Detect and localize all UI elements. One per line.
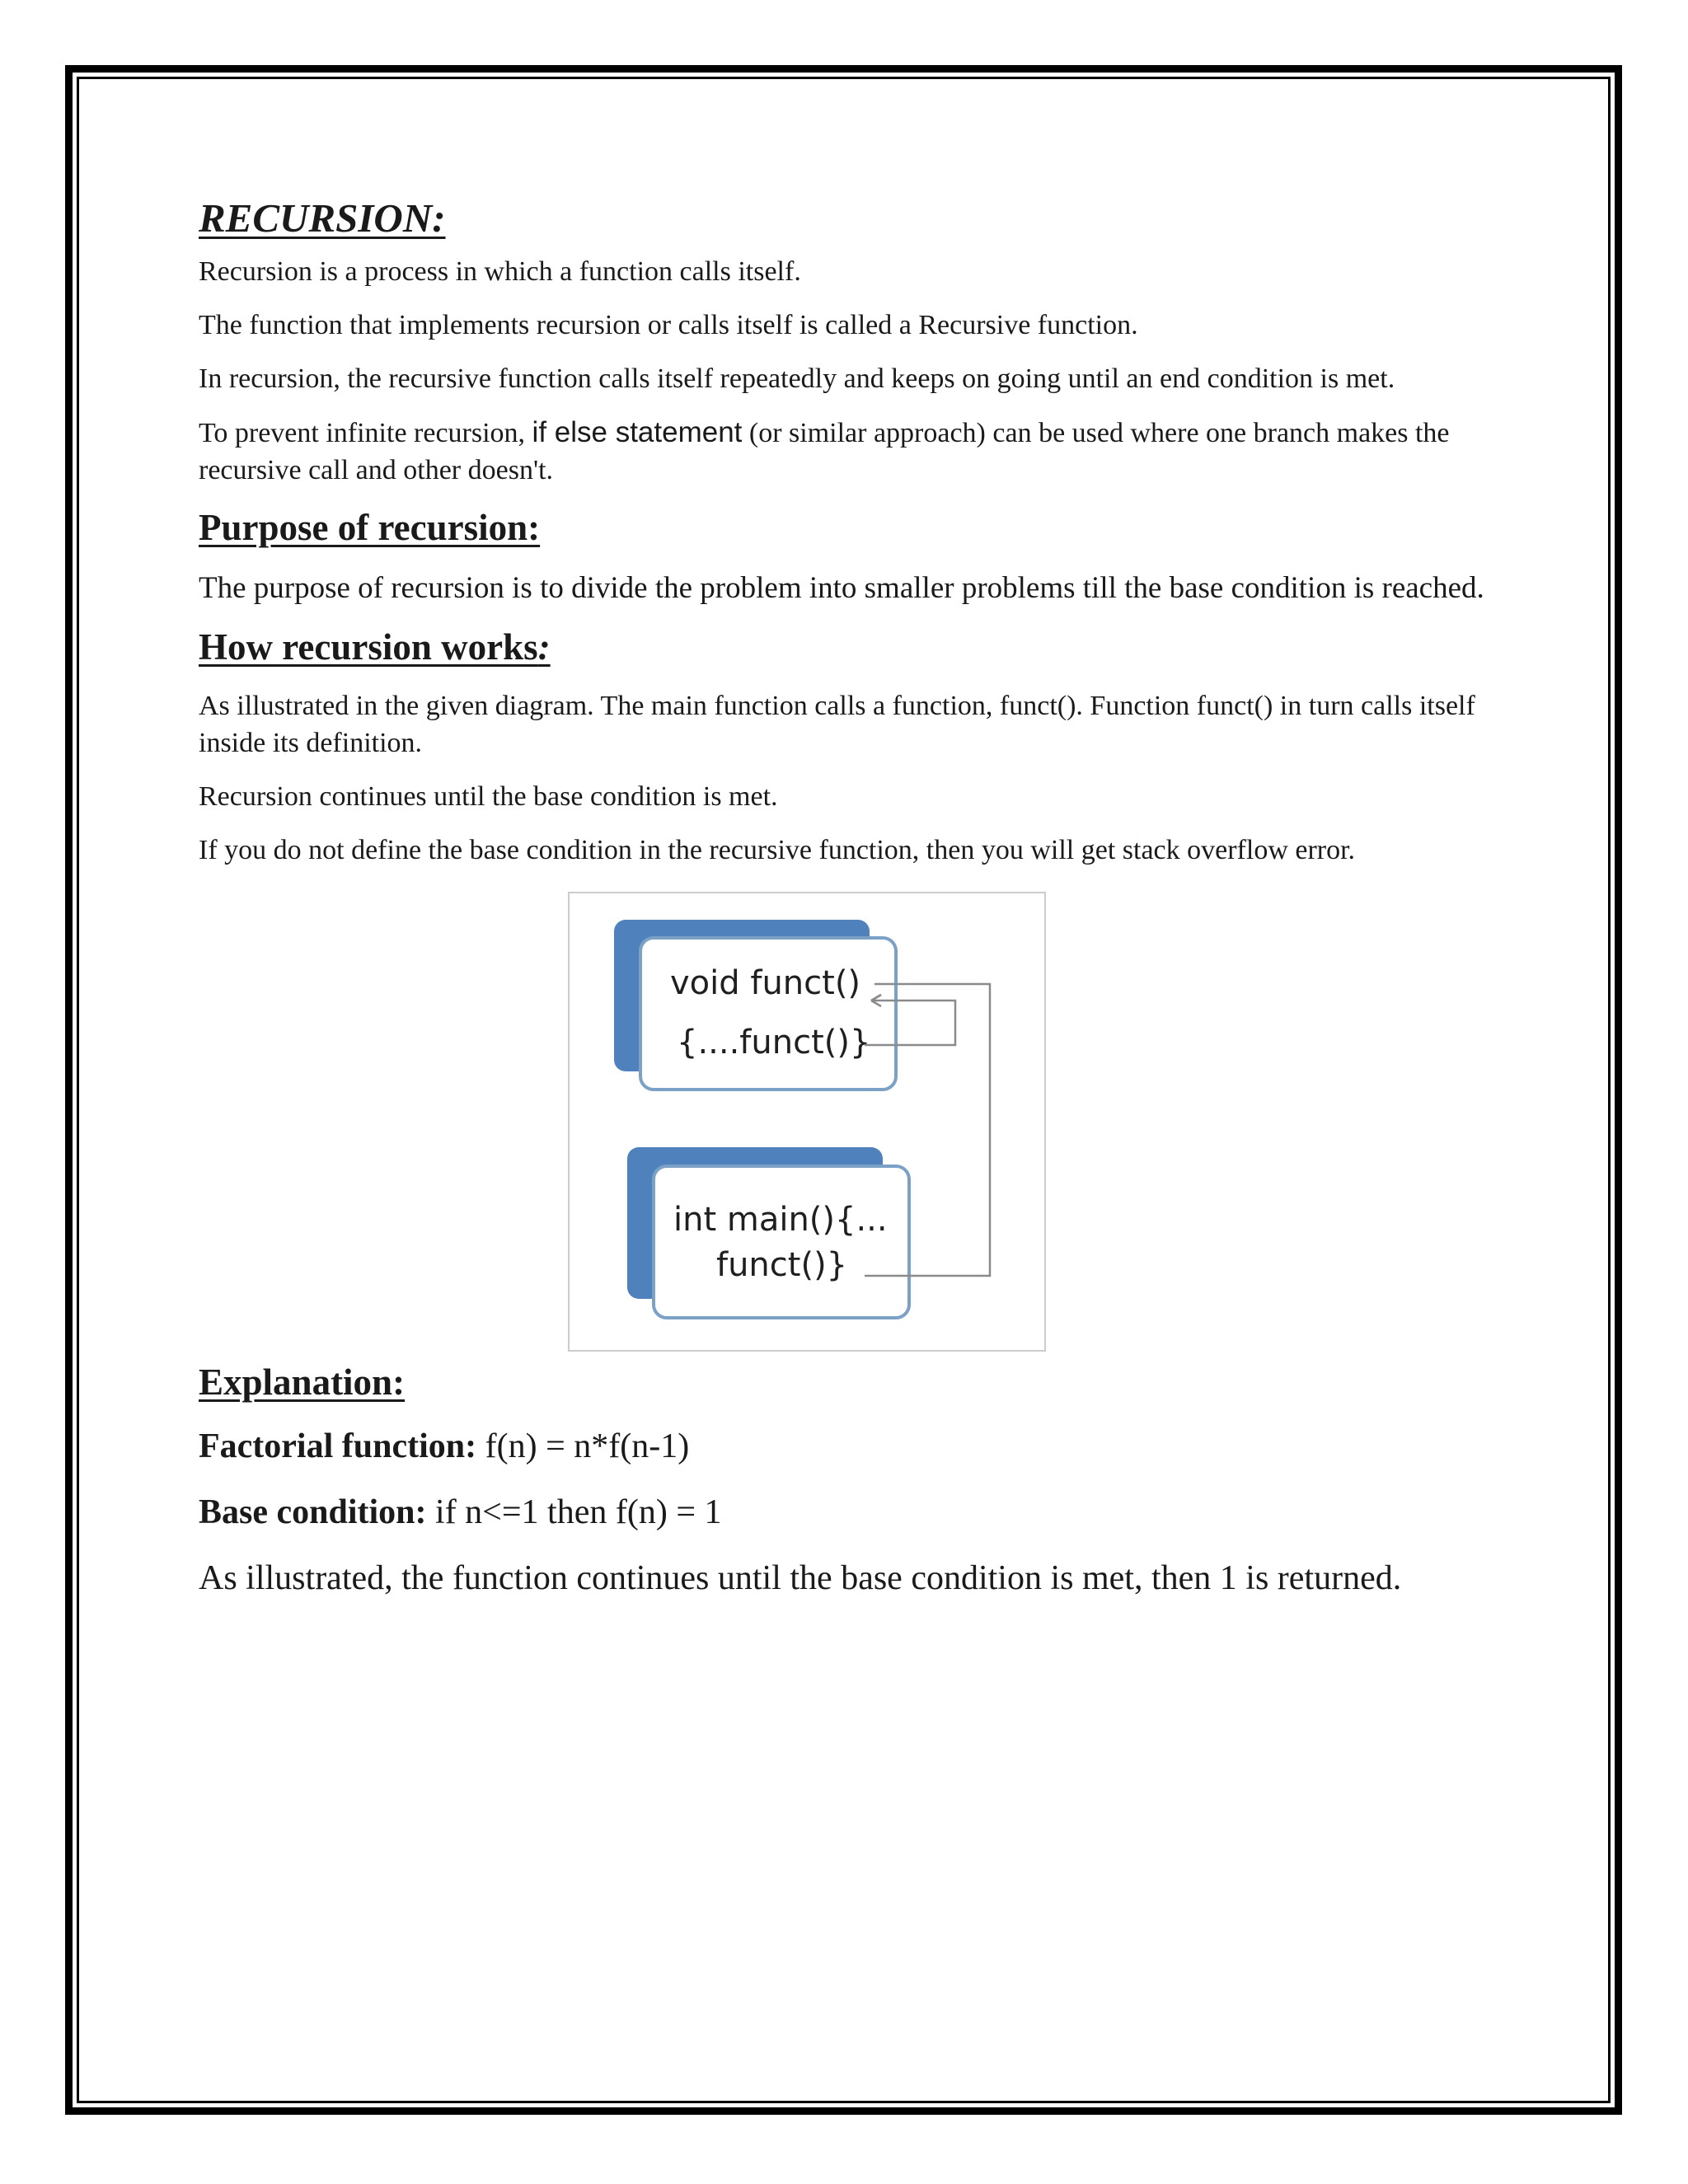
how-heading-colon: : bbox=[537, 626, 551, 668]
intro-section bbox=[199, 253, 1493, 489]
base-condition-label: Base condition: bbox=[199, 1493, 427, 1531]
how-paragraph-3: If you do not define the base condition in the recursive function, then you will get stack overflow error. bbox=[199, 834, 1356, 865]
prevent-text-before: To prevent infinite recursion, bbox=[199, 417, 526, 448]
base-condition-value: if n<=1 then f(n) = 1 bbox=[435, 1493, 722, 1531]
document-content bbox=[199, 194, 1493, 1620]
funct-line-1: void funct() bbox=[670, 963, 861, 1002]
prevent-paragraph bbox=[199, 414, 1493, 489]
how-heading bbox=[199, 625, 1493, 669]
factorial-value: f(n) = n*f(n-1) bbox=[485, 1427, 690, 1465]
explanation-heading: Explanation: bbox=[199, 1361, 406, 1403]
explanation-section bbox=[199, 1422, 1493, 1602]
intro-paragraph-3: In recursion, the recursive function calls itself repeatedly and keeps on going until an end condition is met. bbox=[199, 363, 1395, 394]
main-line-1: int main(){... bbox=[673, 1200, 888, 1239]
prevent-code-phrase: if else statement bbox=[532, 415, 743, 448]
funct-box bbox=[640, 938, 896, 1090]
recursion-diagram bbox=[568, 892, 1046, 1352]
how-heading-text: How recursion works bbox=[199, 626, 538, 668]
intro-paragraph-1: Recursion is a process in which a function calls itself. bbox=[199, 255, 801, 287]
intro-paragraph-2: The function that implements recursion or calls itself is called a Recursive function. bbox=[199, 309, 1138, 340]
factorial-label: Factorial function: bbox=[199, 1427, 477, 1465]
prevent-text-after: (or similar approach) can be used where one branch makes the recursive call and other doesn't. bbox=[199, 417, 1450, 485]
purpose-paragraph: The purpose of recursion is to divide the problem into smaller problems till the base condition is reached. bbox=[199, 570, 1484, 605]
purpose-heading: Purpose of recursion: bbox=[199, 506, 541, 548]
factorial-line bbox=[199, 1422, 1493, 1470]
how-section bbox=[199, 687, 1493, 869]
main-line-2: funct()} bbox=[716, 1245, 848, 1284]
how-paragraph-1: As illustrated in the given diagram. The main function calls a function, funct(). Function funct() in turn calls itself inside its definition. bbox=[199, 690, 1475, 758]
base-condition-line bbox=[199, 1488, 1493, 1536]
funct-line-2: {....funct()} bbox=[677, 1023, 871, 1062]
main-box bbox=[654, 1166, 909, 1318]
page-title: RECURSION: bbox=[199, 195, 446, 241]
recursion-diagram-svg bbox=[568, 892, 1046, 1352]
how-paragraph-2: Recursion continues until the base condition is met. bbox=[199, 780, 778, 812]
explanation-summary: As illustrated, the function continues until the base condition is met, then 1 is returned. bbox=[199, 1558, 1402, 1597]
